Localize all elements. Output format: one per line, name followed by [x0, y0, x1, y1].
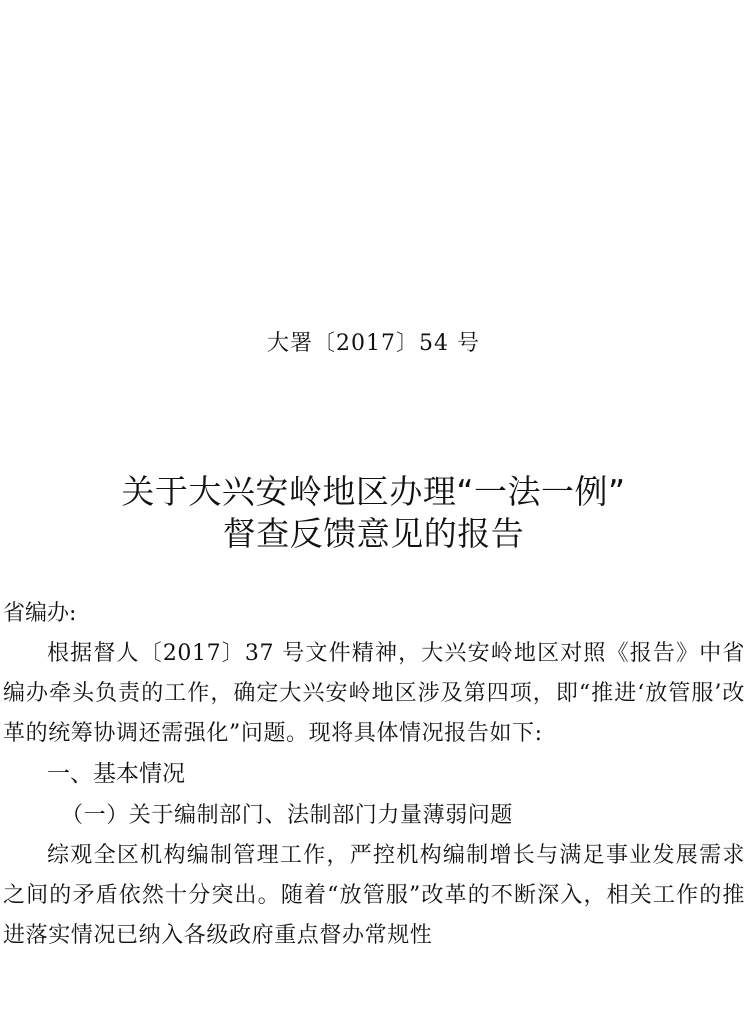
salutation: 省编办:: [3, 601, 77, 626]
document-number: 大署〔2017〕54 号: [267, 331, 480, 356]
paragraph-intro: 根据督人〔2017〕37 号文件精神，大兴安岭地区对照《报告》中省编办牵头负责的工作，确定大兴安岭地区涉及第四项，即“推进‘放管服’改革的统筹协调还需强化”问题。现将具体情况报告如下:: [3, 641, 745, 746]
subsection-heading-1: （一）关于编制部门、法制部门力量薄弱问题: [61, 803, 514, 828]
document-body: [3, 594, 745, 956]
report-title-line-2: 督查反馈意见的报告: [222, 514, 525, 553]
report-title-line-1: 关于大兴安岭地区办理“一法一例”: [121, 472, 626, 511]
section-heading-basic-situation: 一、基本情况: [47, 761, 185, 787]
paragraph-staffing: 综观全区机构编制管理工作，严控机构编制增长与满足事业发展需求之间的矛盾依然十分突出。随着“放管服”改革的不断深入，相关工作的推进落实情况已纳入各级政府重点督办常规性: [3, 843, 745, 948]
